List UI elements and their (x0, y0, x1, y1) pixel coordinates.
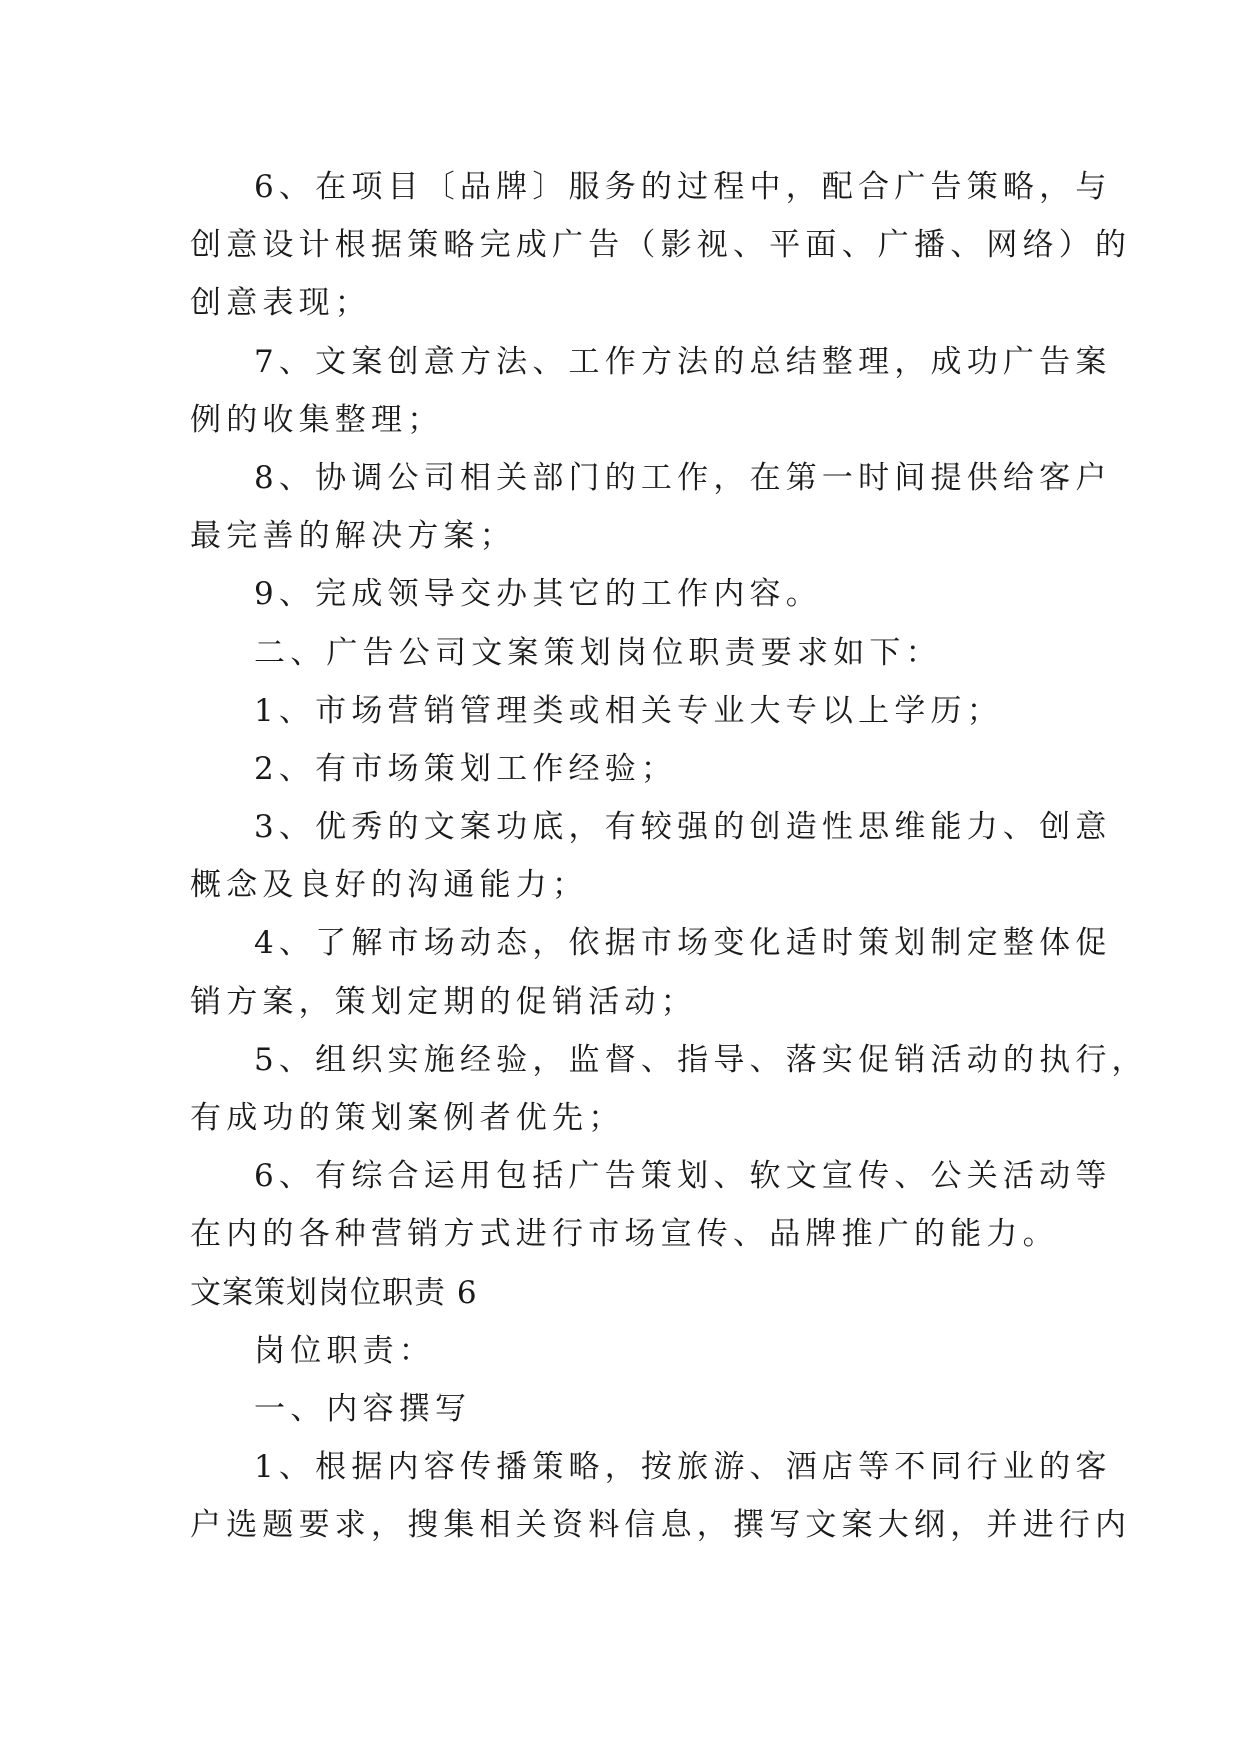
paragraph-line: 户选题要求，搜集相关资料信息，撰写文案大纲，并进行内 (190, 1507, 1132, 1544)
paragraph-line: 4、了解市场动态，依据市场变化适时策划制定整体促 (254, 925, 1112, 962)
paragraph-line: 创意设计根据策略完成广告（影视、平面、广播、网络）的 (190, 227, 1132, 264)
paragraph-line: 6、有综合运用包括广告策划、软文宣传、公关活动等 (254, 1158, 1112, 1195)
paragraph-line: 8、协调公司相关部门的工作，在第一时间提供给客户 (254, 459, 1112, 496)
paragraph-line: 3、优秀的文案功底，有较强的创造性思维能力、创意 (254, 809, 1112, 846)
paragraph-line: 6、在项目〔品牌〕服务的过程中，配合广告策略，与 (254, 169, 1112, 205)
paragraph-line: 例的收集整理； (190, 401, 444, 438)
paragraph-line: 概念及良好的沟通能力； (190, 867, 589, 904)
paragraph-line: 1、市场营销管理类或相关专业大专以上学历； (254, 692, 1003, 729)
paragraph-line: 在内的各种营销方式进行市场宣传、品牌推广的能力。 (190, 1216, 1059, 1253)
paragraph-line: 7、文案创意方法、工作方法的总结整理，成功广告案 (254, 343, 1112, 380)
paragraph-line: 有成功的策划案例者优先； (190, 1100, 625, 1136)
paragraph-line: 创意表现； (190, 285, 371, 322)
paragraph-line: 1、根据内容传播策略，按旅游、酒店等不同行业的客 (254, 1449, 1112, 1486)
section-heading-line: 二、广告公司文案策划岗位职责要求如下： (254, 634, 942, 671)
paragraph-line: 9、完成领导交办其它的工作内容。 (254, 576, 822, 613)
paragraph-line: 岗位职责： (254, 1332, 435, 1369)
document-page (190, 158, 1148, 1555)
paragraph-line: 2、有市场策划工作经验； (254, 750, 678, 787)
paragraph-line: 销方案，策划定期的促销活动； (190, 983, 697, 1020)
paragraph-line: 5、组织实施经验，监督、指导、落实促销活动的执行， (254, 1041, 1148, 1078)
paragraph-line: 最完善的解决方案； (190, 518, 516, 555)
paragraph-line: 一、内容撰写 (254, 1390, 472, 1427)
document-section-title: 文案策划岗位职责 6 (190, 1274, 478, 1311)
